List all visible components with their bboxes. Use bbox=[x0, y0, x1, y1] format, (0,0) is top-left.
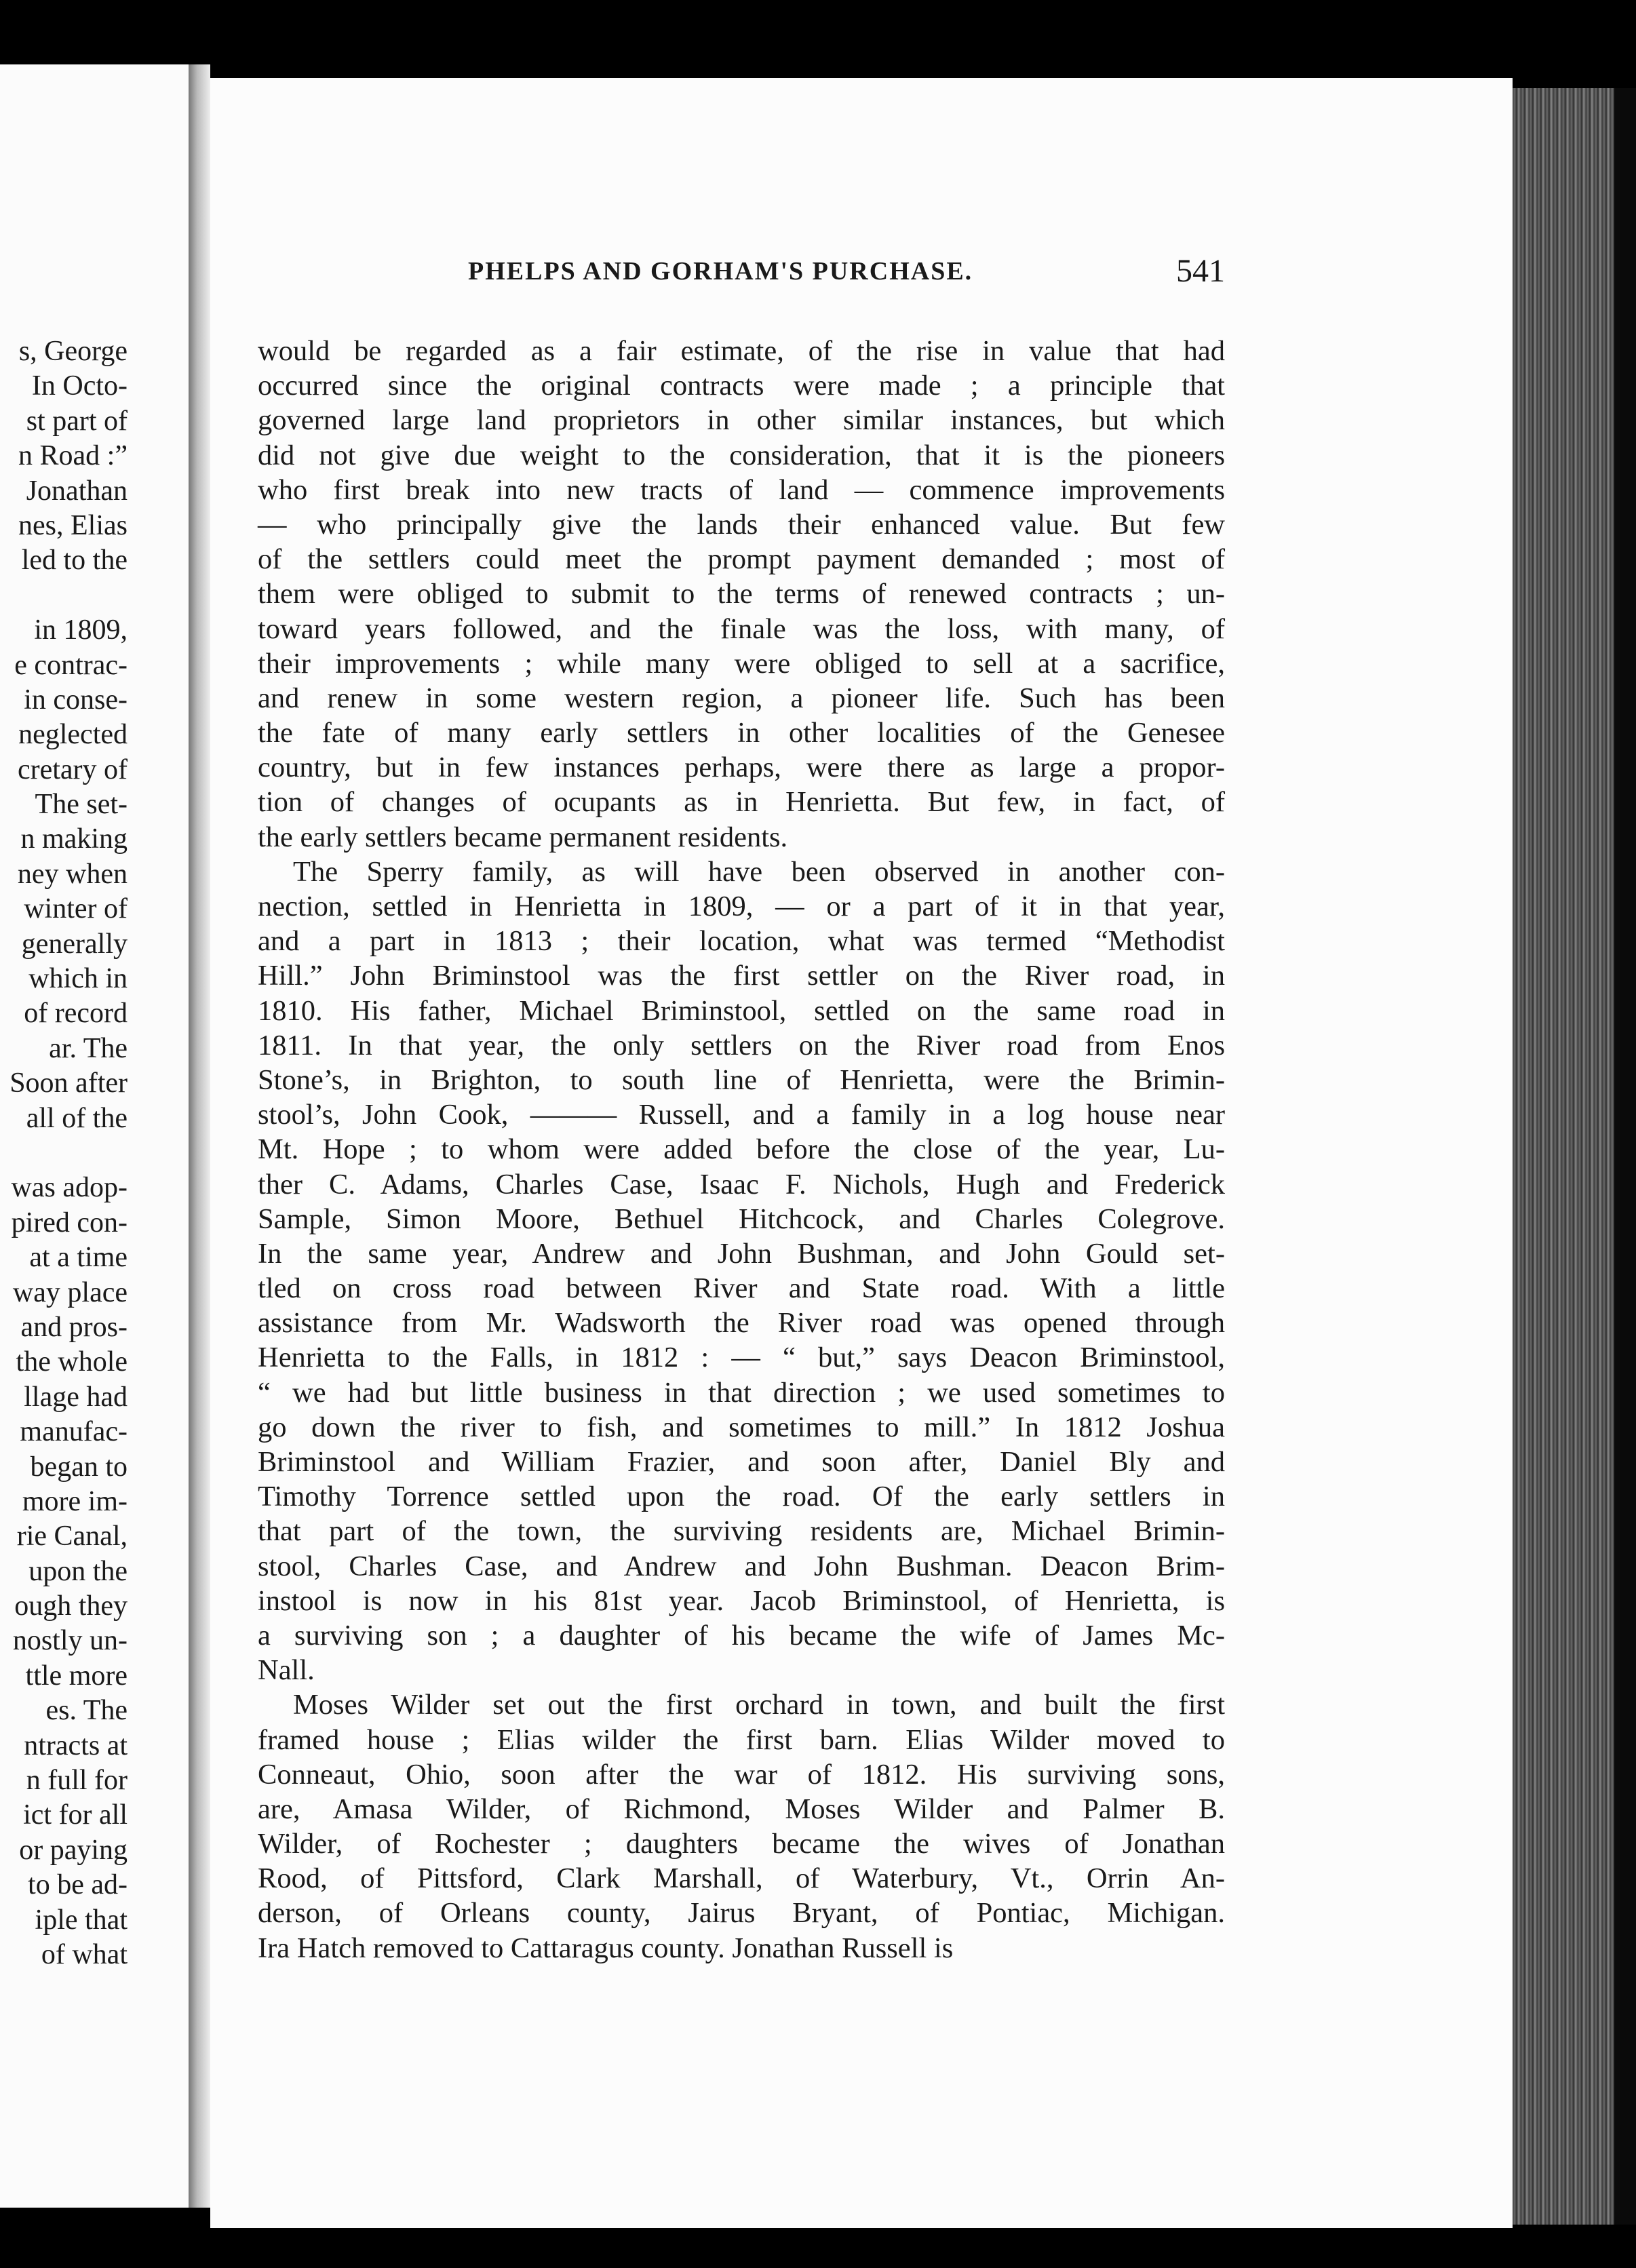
left-page-text bbox=[0, 334, 128, 1972]
left-text-fragment: ict for all bbox=[23, 1799, 128, 1831]
left-text-fragment: or paying bbox=[19, 1834, 128, 1866]
left-text-fragment: to be ad- bbox=[28, 1869, 128, 1901]
text-line: derson, of Orleans county, Jairus Bryant, of Pontiac, Michigan. bbox=[258, 1897, 1225, 1930]
left-text-fragment: generally bbox=[21, 928, 128, 960]
text-line: Briminstool and William Frazier, and soon after, Daniel Bly and bbox=[258, 1446, 1225, 1478]
left-text-fragment: The set- bbox=[35, 789, 128, 821]
text-line: tled on cross road between River and State road. With a little bbox=[258, 1272, 1225, 1305]
left-text-fragment: in conse- bbox=[24, 684, 128, 716]
left-text-fragment: led to the bbox=[21, 545, 128, 576]
left-text-fragment: upon the bbox=[28, 1555, 128, 1587]
left-text-fragment: began to bbox=[30, 1451, 128, 1483]
text-line: Conneaut, Ohio, soon after the war of 1812. His surviving sons, bbox=[258, 1758, 1225, 1791]
page-header bbox=[468, 253, 1225, 297]
left-text-fragment: iple that bbox=[35, 1904, 128, 1936]
text-line: Mt. Hope ; to whom were added before the close of the year, Lu- bbox=[258, 1133, 1225, 1166]
left-text-fragment: ttle more bbox=[25, 1660, 128, 1692]
left-text-fragment: llage had bbox=[24, 1381, 128, 1413]
left-text-fragment: at a time bbox=[29, 1242, 128, 1274]
left-text-fragment: winter of bbox=[24, 893, 128, 925]
text-line: assistance from Mr. Wadsworth the River road was opened through bbox=[258, 1307, 1225, 1340]
left-text-fragment: In Octo- bbox=[31, 370, 128, 402]
left-text-fragment: neglected bbox=[18, 719, 128, 751]
text-line: framed house ; Elias wilder the first barn. Elias Wilder moved to bbox=[258, 1723, 1225, 1756]
text-line: Nall. bbox=[258, 1654, 315, 1687]
left-text-fragment: n making bbox=[20, 823, 128, 855]
text-line: Rood, of Pittsford, Clark Marshall, of Waterbury, Vt., Orrin An- bbox=[258, 1862, 1225, 1895]
text-line: Wilder, of Rochester ; daughters became the wives of Jonathan bbox=[258, 1828, 1225, 1860]
text-line: In the same year, Andrew and John Bushman, and John Gould set- bbox=[258, 1237, 1225, 1270]
text-line: Stone’s, in Brighton, to south line of Henrietta, were the Brimin- bbox=[258, 1063, 1225, 1096]
left-text-fragment: n full for bbox=[26, 1765, 128, 1797]
text-line: nection, settled in Henrietta in 1809, — or a part of it in that year, bbox=[258, 891, 1225, 922]
text-line: occurred since the original contracts were made ; a principle that bbox=[258, 370, 1225, 402]
left-text-fragment: more im- bbox=[22, 1485, 128, 1517]
text-line: of the settlers could meet the prompt payment demanded ; most of bbox=[258, 543, 1225, 576]
text-line: and a part in 1813 ; their location, what was termed “Methodist bbox=[258, 925, 1225, 958]
left-text-fragment bbox=[0, 1136, 128, 1171]
left-text-fragment: was adop- bbox=[11, 1172, 128, 1204]
text-line: that part of the town, the surviving residents are, Michael Brimin- bbox=[258, 1515, 1225, 1548]
body-text bbox=[258, 334, 1225, 1966]
left-text-fragment: the whole bbox=[16, 1346, 128, 1378]
text-line: did not give due weight to the consideration, that it is the pioneers bbox=[258, 439, 1225, 471]
text-line: would be regarded as a fair estimate, of the rise in value that had bbox=[258, 335, 1225, 367]
text-line: their improvements ; while many were obliged to sell at a sacrifice, bbox=[258, 647, 1225, 680]
text-line: them were obliged to submit to the terms of renewed contracts ; un- bbox=[258, 578, 1225, 610]
left-text-fragment: rie Canal, bbox=[16, 1521, 128, 1552]
text-line: instool is now in his 81st year. Jacob Briminstool, of Henrietta, is bbox=[258, 1584, 1225, 1617]
text-line: 1811. In that year, the only settlers on the River road from Enos bbox=[258, 1029, 1225, 1061]
left-text-fragment: ntracts at bbox=[24, 1729, 128, 1761]
left-text-fragment: and pros- bbox=[20, 1311, 128, 1343]
page-edges bbox=[1513, 88, 1614, 2225]
left-text-fragment: Jonathan bbox=[26, 475, 128, 507]
left-text-fragment: nes, Elias bbox=[18, 509, 128, 541]
left-text-fragment: nostly un- bbox=[12, 1625, 128, 1657]
text-line: go down the river to fish, and sometimes to mill.” In 1812 Joshua bbox=[258, 1411, 1225, 1443]
left-text-fragment: es. The bbox=[45, 1695, 128, 1727]
left-text-fragment: manufac- bbox=[20, 1416, 128, 1448]
text-line: stool’s, John Cook, ——— Russell, and a family in a log house near bbox=[258, 1099, 1225, 1131]
left-text-fragment: of what bbox=[41, 1938, 128, 1970]
text-line: Sample, Simon Moore, Bethuel Hitchcock, and Charles Colegrove. bbox=[258, 1203, 1225, 1235]
text-line: Moses Wilder set out the first orchard in town, and built the first bbox=[293, 1689, 1225, 1721]
left-text-fragment: in 1809, bbox=[34, 614, 128, 646]
left-text-fragment: cretary of bbox=[17, 754, 128, 785]
text-line: and renew in some western region, a pioneer life. Such has been bbox=[258, 682, 1225, 714]
left-text-fragment: of record bbox=[24, 998, 128, 1030]
edge-shadow bbox=[1614, 88, 1636, 2225]
left-text-fragment: ney when bbox=[17, 858, 128, 890]
text-line: ther C. Adams, Charles Case, Isaac F. Nichols, Hugh and Frederick bbox=[258, 1168, 1225, 1200]
text-line: stool, Charles Case, and Andrew and John Bushman. Deacon Brim- bbox=[258, 1550, 1225, 1582]
text-line: toward years followed, and the finale was the loss, with many, of bbox=[258, 612, 1225, 645]
left-text-fragment: pired con- bbox=[11, 1207, 128, 1238]
text-line: tion of changes of ocupants as in Henrietta. But few, in fact, of bbox=[258, 786, 1225, 819]
text-line: country, but in few instances perhaps, were there as large a propor- bbox=[258, 751, 1225, 784]
left-text-fragment: way place bbox=[12, 1276, 128, 1308]
page-number: 541 bbox=[1176, 253, 1225, 289]
text-line: governed large land proprietors in other similar instances, but which bbox=[258, 404, 1225, 437]
left-text-fragment: e contrac- bbox=[14, 649, 128, 681]
text-line: are, Amasa Wilder, of Richmond, Moses Wilder and Palmer B. bbox=[258, 1793, 1225, 1825]
text-line: the fate of many early settlers in other localities of the Genesee bbox=[258, 717, 1225, 749]
left-text-fragment: all of the bbox=[26, 1102, 128, 1134]
text-line: 1810. His father, Michael Briminstool, settled on the same road in bbox=[258, 994, 1225, 1027]
left-text-fragment: ar. The bbox=[49, 1032, 128, 1064]
text-line: Ira Hatch removed to Cattaragus county. Jonathan Russell is bbox=[258, 1932, 954, 1964]
text-line: Hill.” John Briminstool was the first settler on the River road, in bbox=[258, 960, 1225, 992]
left-text-fragment: s, George bbox=[18, 336, 128, 367]
left-text-fragment: which in bbox=[28, 963, 128, 995]
running-title: PHELPS AND GORHAM'S PURCHASE. bbox=[468, 257, 973, 286]
text-line: who first break into new tracts of land — commence improvements bbox=[258, 473, 1225, 506]
left-text-fragment: st part of bbox=[26, 405, 128, 437]
text-line: the early settlers became permanent residents. bbox=[258, 821, 788, 853]
left-text-fragment: ough they bbox=[14, 1590, 128, 1622]
left-text-fragment: n Road :” bbox=[18, 440, 128, 472]
text-line: a surviving son ; a daughter of his became the wife of James Mc- bbox=[258, 1619, 1225, 1651]
text-line: — who principally give the lands their enhanced value. But few bbox=[258, 508, 1225, 541]
left-text-fragment bbox=[0, 579, 128, 613]
book-spine bbox=[189, 64, 210, 2208]
text-line: The Sperry family, as will have been observed in another con- bbox=[293, 855, 1225, 888]
left-text-fragment: Soon after bbox=[9, 1068, 128, 1099]
left-page bbox=[0, 64, 189, 2208]
text-line: Henrietta to the Falls, in 1812 : — “ but,” says Deacon Briminstool, bbox=[258, 1342, 1225, 1374]
text-line: Timothy Torrence settled upon the road. Of the early settlers in bbox=[258, 1481, 1225, 1513]
text-line: “ we had but little business in that direction ; we used sometimes to bbox=[258, 1376, 1225, 1409]
